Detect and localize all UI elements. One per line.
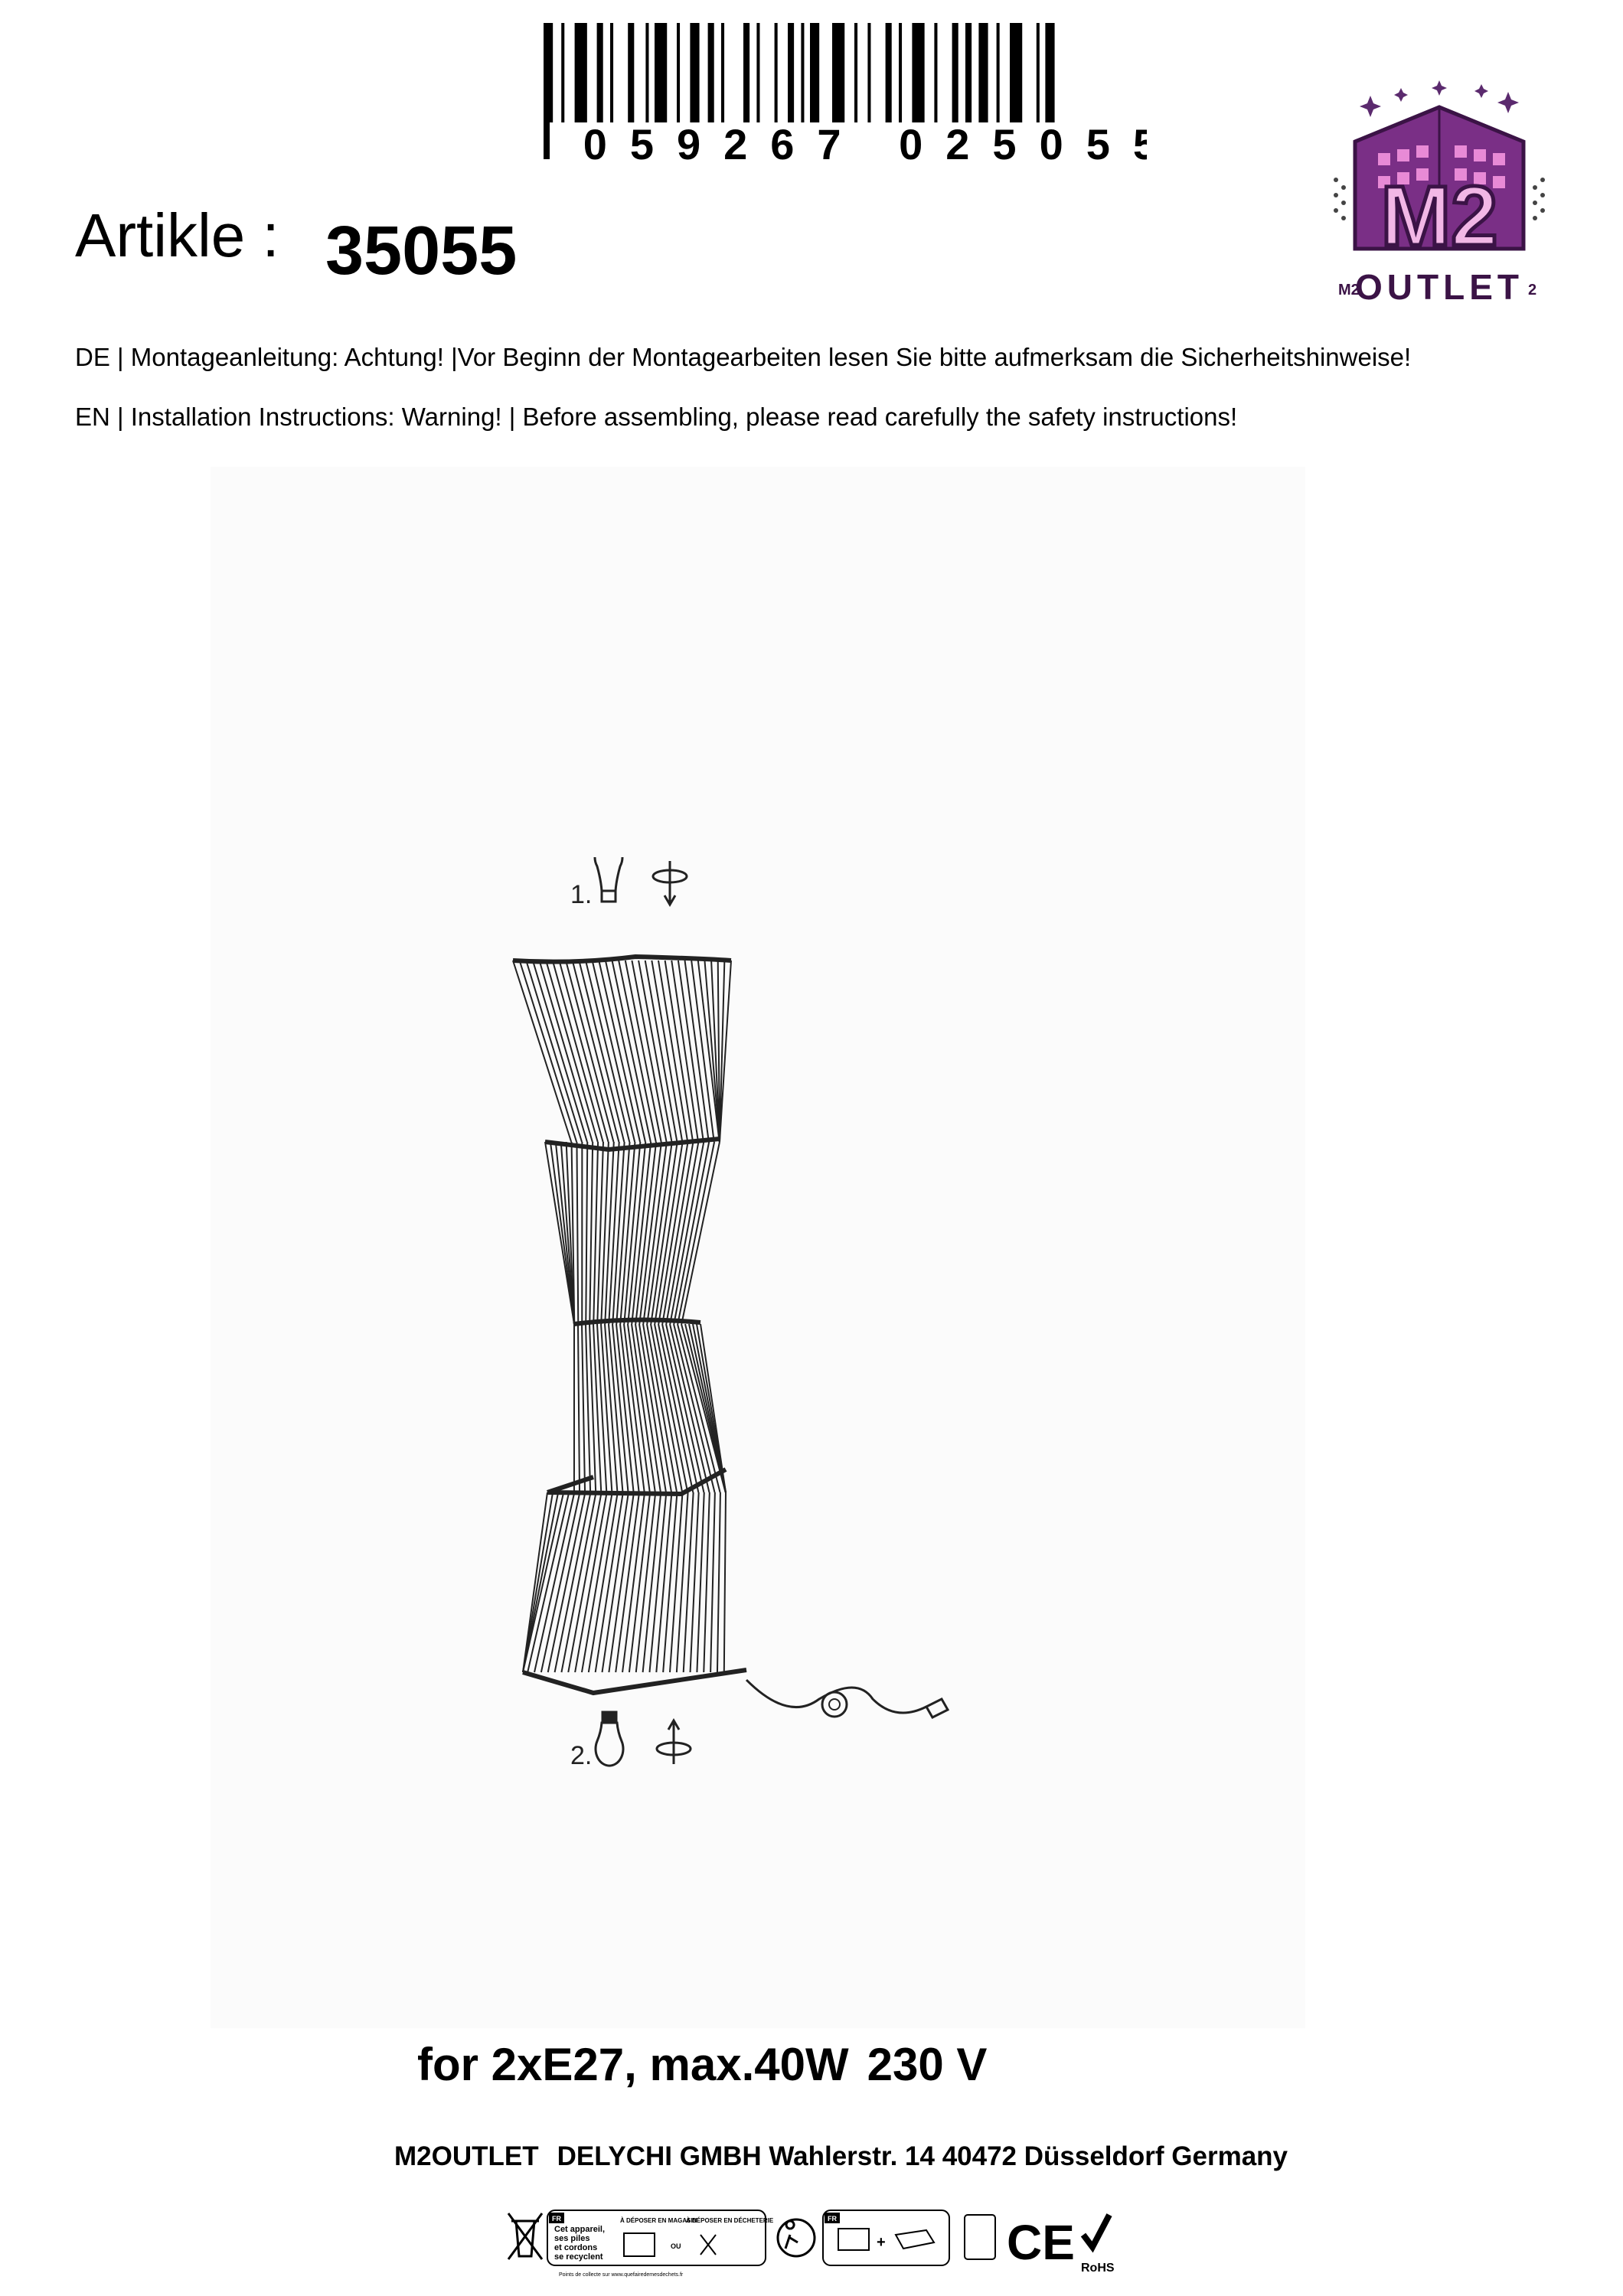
barcode <box>534 23 1147 164</box>
svg-text:RoHS: RoHS <box>1081 2262 1115 2275</box>
svg-text:+: + <box>877 2234 886 2251</box>
bulb-icon-step2 <box>596 1712 623 1766</box>
crossed-bin-icon <box>508 2213 542 2259</box>
svg-text:ses piles: ses piles <box>554 2234 590 2243</box>
svg-text:À DÉPOSER EN DÉCHETERIE: À DÉPOSER EN DÉCHETERIE <box>686 2217 774 2224</box>
svg-text:OU: OU <box>671 2242 681 2250</box>
rohs-check-icon <box>1083 2215 1109 2247</box>
svg-text:À DÉPOSER EN MAGASIN: À DÉPOSER EN MAGASIN <box>620 2217 697 2224</box>
step-2-label: 2. <box>570 1741 593 1770</box>
logo-main-text: M2 <box>1380 169 1498 263</box>
instructions-de: DE | Montageanleitung: Achtung! |Vor Beginn der Montagearbeiten lesen Sie bitte aufmerksam die Sicherheitshinweise! <box>75 343 1412 371</box>
rotate-icon-step1 <box>653 861 687 905</box>
company-line <box>394 2143 1306 2170</box>
step-1-label: 1. <box>570 880 593 909</box>
spec-line <box>417 2039 1005 2090</box>
svg-text:se recyclent: se recyclent <box>554 2252 603 2262</box>
barcode-digits: 4 059267 025055 <box>534 120 1147 164</box>
logo-right-mark: 2 <box>1528 282 1537 298</box>
svg-text:FR: FR <box>828 2215 837 2223</box>
instructions-en: EN | Installation Instructions: Warning! | Before assembling, please read carefully the safety instructions! <box>75 403 1238 431</box>
company-address: DELYCHI GMBH Wahlerstr. 14 40472 Düsseldorf Germany <box>557 2141 1288 2171</box>
compliance-symbols <box>505 2204 1118 2281</box>
svg-text:Points de collecte sur www.que: Points de collecte sur www.quefairedemesdechets.fr <box>559 2272 684 2278</box>
floor-lamp-drawing <box>498 857 957 1799</box>
m2-outlet-logo <box>1324 73 1554 310</box>
packaging-recycle-block <box>823 2210 995 2265</box>
logo-sub-text: OUTLET <box>1355 267 1523 307</box>
company-brand: M2OUTLET <box>394 2141 539 2171</box>
article-label: Artikle : <box>75 201 279 269</box>
triman-icon <box>778 2219 815 2256</box>
svg-text:Cet appareil,: Cet appareil, <box>554 2225 606 2234</box>
logo-left-mark: M2 <box>1338 282 1360 298</box>
ce-mark-icon: CE <box>1007 2215 1075 2270</box>
svg-text:et cordons: et cordons <box>554 2243 598 2252</box>
article-number: 35055 <box>325 213 518 289</box>
bulb-icon-step1 <box>595 857 622 902</box>
spec-voltage: 230 V <box>867 2039 988 2090</box>
spec-sockets: for 2xE27, max.40W <box>417 2039 849 2090</box>
svg-text:FR: FR <box>552 2215 561 2223</box>
rotate-icon-step2 <box>657 1720 691 1764</box>
